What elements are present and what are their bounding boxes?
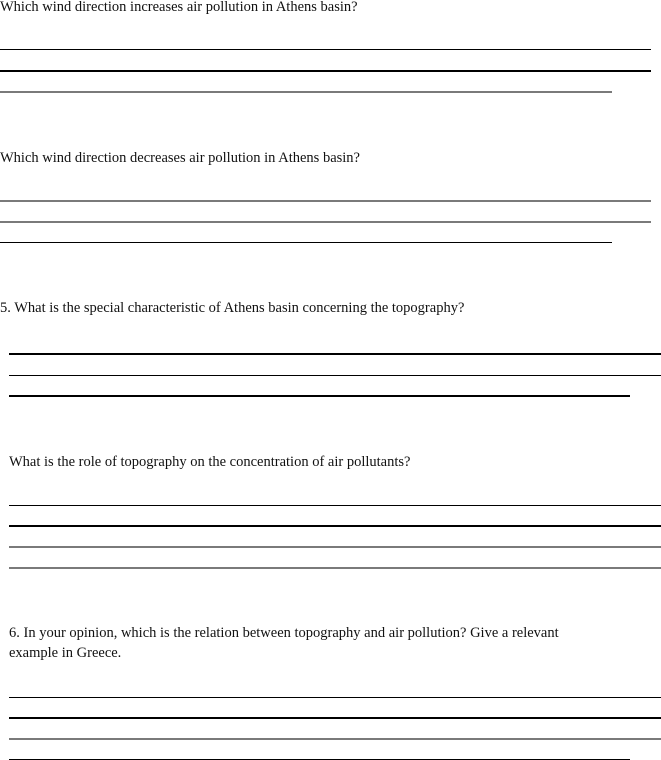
answer-line[interactable]	[0, 91, 612, 93]
answer-line[interactable]	[0, 49, 651, 50]
answer-line[interactable]	[9, 505, 661, 506]
question-6-line1: 6. In your opinion, which is the relation between topography and air pollution? Give a relevant	[9, 625, 559, 641]
question-topography-role: What is the role of topography on the concentration of air pollutants?	[9, 454, 411, 470]
answer-line[interactable]	[0, 242, 612, 243]
answer-line[interactable]	[9, 717, 661, 719]
answer-line[interactable]	[9, 375, 661, 376]
question-5-topography: 5. What is the special characteristic of Athens basin concerning the topography?	[0, 300, 465, 316]
answer-line[interactable]	[9, 546, 661, 548]
answer-line[interactable]	[0, 221, 651, 223]
question-6-line2: example in Greece.	[9, 645, 122, 661]
answer-line[interactable]	[9, 697, 661, 698]
answer-line[interactable]	[9, 353, 661, 355]
question-wind-decrease: Which wind direction decreases air pollution in Athens basin?	[0, 150, 360, 166]
answer-line[interactable]	[9, 738, 661, 740]
answer-line[interactable]	[9, 525, 661, 527]
answer-line[interactable]	[9, 395, 630, 397]
question-wind-increase: Which wind direction increases air pollution in Athens basin?	[0, 0, 358, 15]
answer-line[interactable]	[9, 567, 661, 569]
answer-line[interactable]	[0, 200, 651, 202]
answer-line[interactable]	[0, 70, 651, 72]
